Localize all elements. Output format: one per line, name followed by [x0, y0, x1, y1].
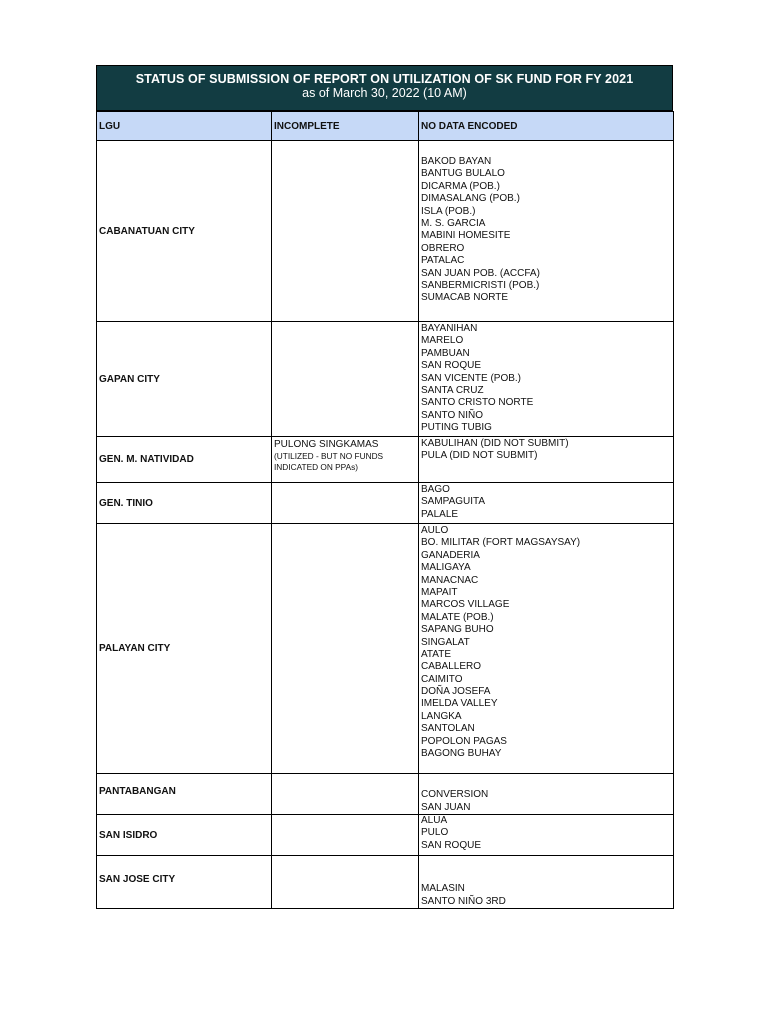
barangay-item: SANBERMICRISTI (POB.) [421, 279, 540, 291]
barangay-item: PULA (DID NOT SUBMIT) [421, 450, 538, 462]
report-title: STATUS OF SUBMISSION OF REPORT ON UTILIZATION OF SK FUND FOR FY 2021 [135, 72, 634, 86]
no-data-cell [419, 322, 674, 437]
incomplete-note: (UTILIZED - BUT NO FUNDS INDICATED ON PPAs) [274, 451, 384, 473]
barangay-item: MALASIN [421, 883, 465, 895]
barangay-item: BAGO [421, 484, 450, 495]
lgu-cell: GAPAN CITY [97, 322, 272, 437]
barangay-item: CONVERSION [421, 789, 489, 801]
barangay-item: SANTO NIÑO [421, 409, 484, 421]
barangay-item: PUTING TUBIG [421, 422, 492, 434]
table-row [97, 856, 674, 909]
no-data-cell [419, 815, 674, 856]
incomplete-barangay: PULONG SINGKAMAS [274, 439, 379, 450]
lgu-cell: PANTABANGAN [97, 774, 272, 815]
barangay-item: SAN JUAN [421, 801, 471, 813]
barangay-item: SAN VICENTE (POB.) [421, 372, 522, 384]
barangay-item: SINGALAT [421, 636, 470, 648]
barangay-item: ALUA [421, 815, 448, 826]
no-data-cell [419, 483, 674, 524]
barangay-item: DICARMA (POB.) [421, 180, 500, 192]
report-header [96, 65, 673, 111]
incomplete-cell [272, 774, 419, 815]
lgu-cell: GEN. M. NATIVIDAD [97, 437, 272, 483]
barangay-item: LANGKA [421, 710, 462, 722]
incomplete-cell [272, 856, 419, 909]
table-row [97, 437, 674, 483]
barangay-item: SANTO NIÑO 3RD [421, 895, 506, 907]
column-header-no-data: NO DATA ENCODED [419, 112, 674, 141]
barangay-item: MAPAIT [421, 586, 458, 598]
barangay-item: CAIMITO [421, 673, 463, 685]
barangay-item: KABULIHAN (DID NOT SUBMIT) [421, 438, 569, 449]
barangay-item: SANTO CRISTO NORTE [421, 397, 534, 409]
table-header-row [97, 112, 674, 141]
table-row [97, 141, 674, 322]
barangay-item: ISLA (POB.) [421, 205, 476, 217]
barangay-item: MALIGAYA [421, 562, 471, 574]
no-data-cell [419, 524, 674, 774]
incomplete-cell [272, 815, 419, 856]
barangay-item: PATALAC [421, 255, 465, 267]
barangay-item: MANACNAC [421, 574, 479, 586]
barangay-item: BAYANIHAN [421, 323, 478, 334]
column-header-incomplete: INCOMPLETE [272, 112, 419, 141]
incomplete-cell [272, 141, 419, 322]
barangay-item: BAGONG BUHAY [421, 748, 502, 760]
barangay-item: BAKOD BAYAN [421, 156, 492, 167]
barangay-item: DIMASALANG (POB.) [421, 193, 520, 205]
incomplete-cell [272, 437, 419, 483]
report-date: as of March 30, 2022 (10 AM) [302, 86, 467, 100]
barangay-item: SAN ROQUE [421, 360, 482, 372]
barangay-item: GANADERIA [421, 549, 480, 561]
barangay-item: MARCOS VILLAGE [421, 599, 510, 611]
barangay-item: SANTA CRUZ [421, 384, 484, 396]
barangay-item: MARELO [421, 335, 464, 347]
incomplete-cell [272, 524, 419, 774]
barangay-item: OBRERO [421, 242, 465, 254]
barangay-item: POPOLON PAGAS [421, 735, 507, 747]
lgu-cell: CABANATUAN CITY [97, 141, 272, 322]
lgu-cell: GEN. TINIO [97, 483, 272, 524]
barangay-item: SAN JUAN POB. (ACCFA) [421, 267, 540, 279]
barangay-item: SAPANG BUHO [421, 624, 494, 636]
incomplete-cell [272, 483, 419, 524]
report-document [96, 65, 673, 909]
barangay-item: MABINI HOMESITE [421, 230, 511, 242]
barangay-item: M. S. GARCIA [421, 217, 486, 229]
barangay-item: SANTOLAN [421, 723, 475, 735]
table-row [97, 483, 674, 524]
table-row [97, 815, 674, 856]
column-header-lgu: LGU [97, 112, 272, 141]
barangay-item: ATATE [421, 648, 451, 660]
no-data-cell [419, 856, 674, 909]
lgu-cell: SAN JOSE CITY [97, 856, 272, 909]
barangay-item: MALATE (POB.) [421, 611, 494, 623]
barangay-item: PAMBUAN [421, 347, 470, 359]
table-row [97, 322, 674, 437]
barangay-item: PALALE [421, 508, 459, 520]
no-data-cell [419, 774, 674, 815]
lgu-cell: PALAYAN CITY [97, 524, 272, 774]
barangay-item: AULO [421, 525, 449, 536]
incomplete-cell [272, 322, 419, 437]
barangay-item: SUMACAB NORTE [421, 292, 509, 304]
barangay-item: BANTUG BULALO [421, 168, 505, 180]
barangay-item: IMELDA VALLEY [421, 698, 498, 710]
barangay-item: DOÑA JOSEFA [421, 686, 491, 698]
barangay-item: CABALLERO [421, 661, 482, 673]
barangay-item: SAN ROQUE [421, 839, 482, 851]
table-row [97, 524, 674, 774]
no-data-cell [419, 141, 674, 322]
barangay-item: PULO [421, 827, 449, 839]
barangay-item: SAMPAGUITA [421, 496, 486, 508]
table-row [97, 774, 674, 815]
lgu-cell: SAN ISIDRO [97, 815, 272, 856]
no-data-cell [419, 437, 674, 483]
barangay-item: BO. MILITAR (FORT MAGSAYSAY) [421, 537, 581, 549]
status-table [96, 111, 674, 909]
